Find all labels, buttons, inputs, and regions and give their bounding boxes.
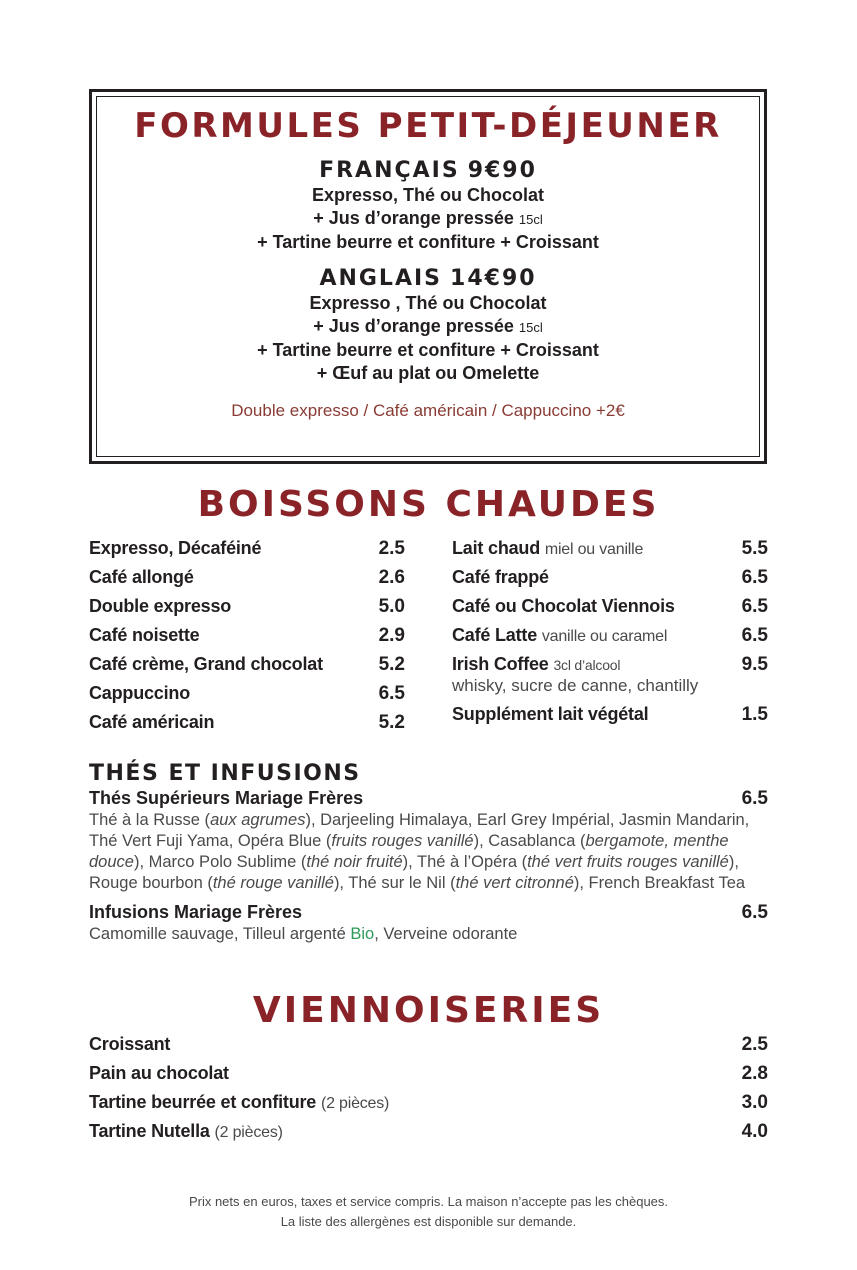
formula-francais-line2: + Jus d’orange pressée <box>313 208 514 228</box>
menu-item: Double expresso 5.0 <box>89 596 405 617</box>
menu-item-name: Tartine beurrée et confiture <box>89 1092 317 1112</box>
menu-item <box>89 788 768 810</box>
menu-item: Expresso, Décaféiné 2.5 <box>89 538 405 559</box>
formula-anglais-line3: + Tartine beurre et confiture + Croissant <box>257 340 599 360</box>
formula-francais-price: 9€90 <box>467 158 537 183</box>
formula-extra-note: Double expresso / Café américain / Cappuccino +2€ <box>231 401 625 420</box>
tea-description: Thé à la Russe (aux agrumes), Darjeeling Himalaya, Earl Grey Impérial, Jasmin Mandarin, Thé Vert Fuji Yama, Opéra Blue (fruits rouges vanillé), Casablanca (bergamote, menthe douce), Marco Polo Sublime (thé noir fruité), Thé à l’Opéra (thé vert fruits rouges vanillé), Rouge bourbon (thé rouge vanillé), Thé sur le Nil (thé vert citronné), French Breakfast Tea <box>89 811 750 892</box>
menu-item: Tartine beurrée et confiture (2 pièces) 3.0 <box>89 1092 768 1113</box>
menu-item-desc: (2 pièces) <box>320 1095 390 1112</box>
menu-item-subdesc: whisky, sucre de canne, chantilly <box>452 676 699 695</box>
viennoiseries-title: VIENNOISERIES <box>252 990 605 1031</box>
formula-anglais-line1: Expresso , Thé ou Chocolat <box>309 293 547 313</box>
thes-title: THÉS ET INFUSIONS <box>89 761 361 786</box>
infusion-price: 6.5 <box>741 902 768 923</box>
formula-francais-name: FRANÇAIS <box>319 158 460 183</box>
tea-name: Thés Supérieurs Mariage Frères <box>89 788 364 808</box>
boissons-title: BOISSONS CHAUDES <box>197 484 660 525</box>
formula-anglais-line2-size: 15cl <box>518 320 543 335</box>
infusion-name: Infusions Mariage Frères <box>89 902 303 922</box>
menu-item: Lait chaud miel ou vanille 5.5 <box>452 538 768 559</box>
menu-item-desc: (2 pièces) <box>214 1124 283 1141</box>
menu-item-desc: 3cl d’alcool <box>553 657 621 673</box>
menu-item: Pain au chocolat 2.8 <box>89 1063 768 1084</box>
menu-item-name: Tartine Nutella <box>89 1121 210 1141</box>
formula-francais <box>92 158 764 254</box>
footer-note <box>0 1192 857 1232</box>
menu-item: Café allongé 2.6 <box>89 567 405 588</box>
menu-item: Café américain 5.2 <box>89 712 405 733</box>
viennoiseries-list <box>89 1034 768 1150</box>
menu-item-name: Café Latte <box>452 625 538 645</box>
menu-item: Cappuccino 6.5 <box>89 683 405 704</box>
formula-anglais-line2: + Jus d’orange pressée <box>313 316 514 336</box>
formula-francais-line1: Expresso, Thé ou Chocolat <box>311 185 545 205</box>
footer-line-2: La liste des allergènes est disponible sur demande. <box>280 1214 577 1229</box>
menu-item: Tartine Nutella (2 pièces) 4.0 <box>89 1121 768 1142</box>
menu-item: Café frappé 6.5 <box>452 567 768 588</box>
boissons-left-column <box>89 538 405 741</box>
menu-item-name: Irish Coffee <box>452 654 549 674</box>
formula-anglais <box>92 266 764 385</box>
menu-item-name: Lait chaud <box>452 538 541 558</box>
menu-item: Café ou Chocolat Viennois 6.5 <box>452 596 768 617</box>
menu-item: Café crème, Grand chocolat 5.2 <box>89 654 405 675</box>
formula-anglais-price: 14€90 <box>450 266 537 291</box>
menu-item <box>89 902 768 924</box>
footer-line-1: Prix nets en euros, taxes et service compris. La maison n’accepte pas les chèques. <box>188 1194 669 1209</box>
menu-item: Irish Coffee 3cl d’alcool 9.5 <box>452 654 768 675</box>
infusion-description: Camomille sauvage, Tilleul argenté Bio, Verveine odorante <box>89 925 518 943</box>
formula-anglais-name: ANGLAIS <box>319 266 443 291</box>
tea-price: 6.5 <box>741 788 768 809</box>
formula-francais-line3: + Tartine beurre et confiture + Croissant <box>257 232 599 252</box>
formula-francais-line2-size: 15cl <box>518 212 543 227</box>
formula-anglais-line4: + Œuf au plat ou Omelette <box>316 363 540 383</box>
menu-item: Croissant 2.5 <box>89 1034 768 1055</box>
menu-item: Supplément lait végétal 1.5 <box>452 704 768 725</box>
bio-label: Bio <box>350 925 375 943</box>
menu-item-desc: vanille ou caramel <box>541 628 668 645</box>
menu-item: Café Latte vanille ou caramel 6.5 <box>452 625 768 646</box>
menu-item-desc: miel ou vanille <box>544 541 644 558</box>
boissons-right-column <box>452 538 768 733</box>
menu-item: Café noisette 2.9 <box>89 625 405 646</box>
formules-title: FORMULES PETIT-DÉJEUNER <box>134 106 722 146</box>
thes-section <box>89 760 768 945</box>
breakfast-formulas-box <box>89 89 767 464</box>
